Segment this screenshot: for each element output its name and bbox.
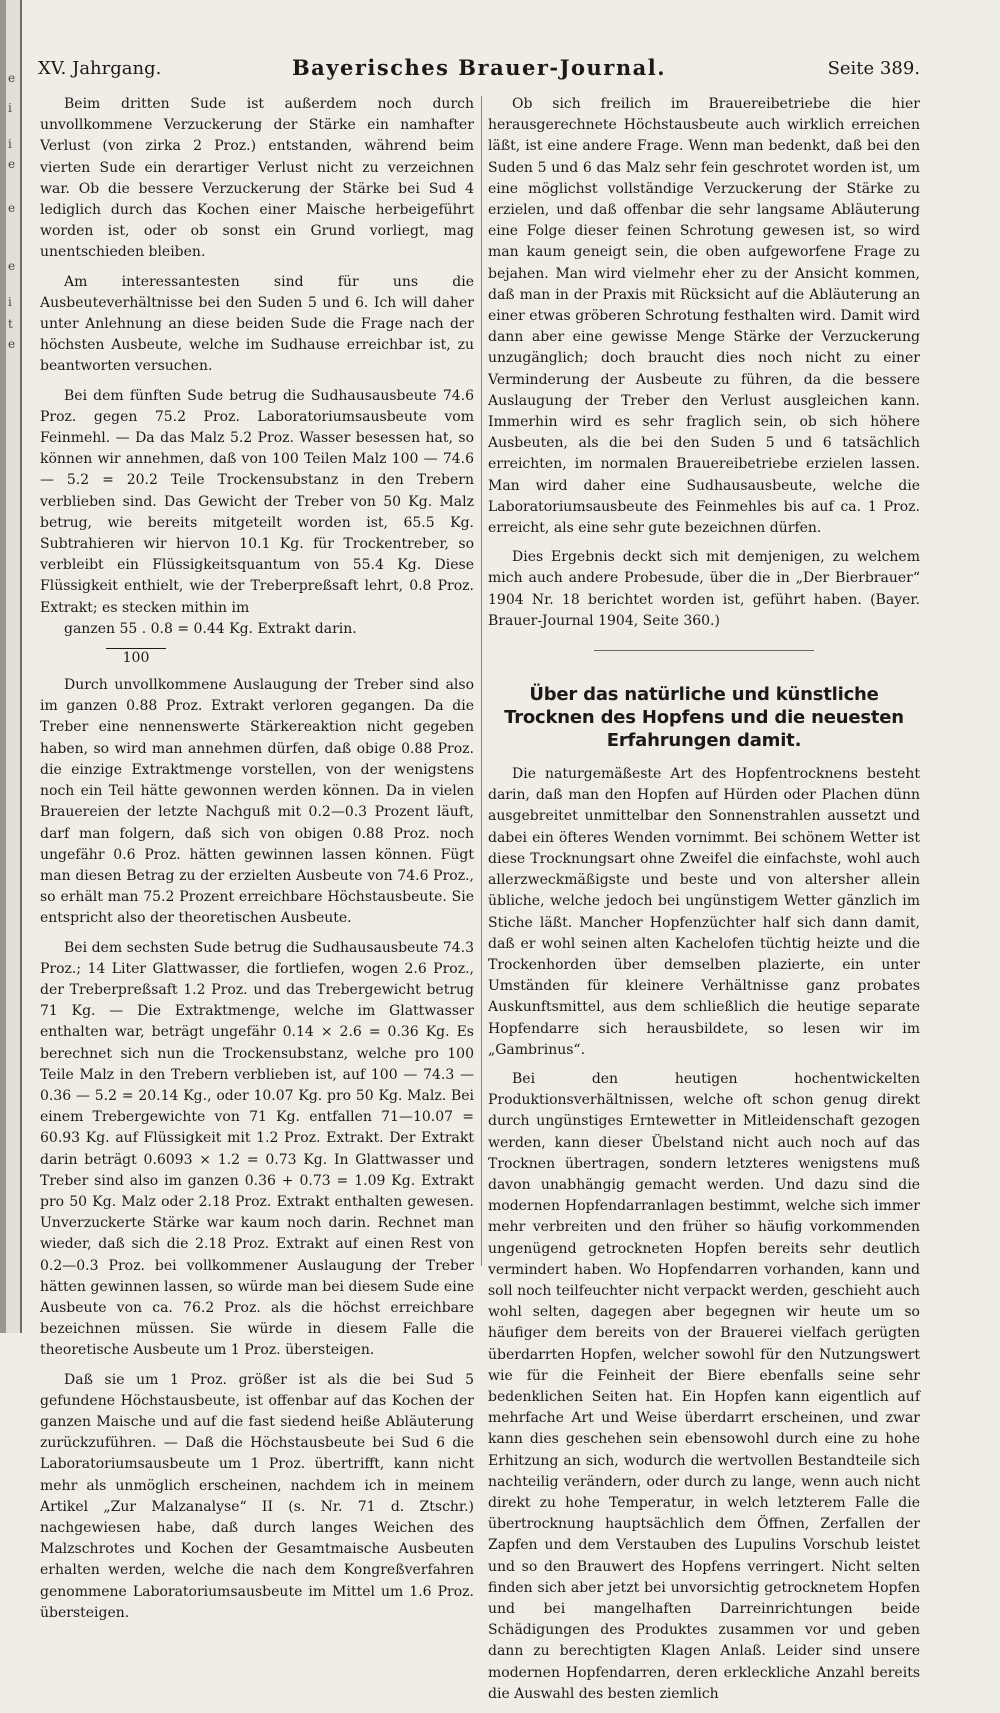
paragraph: Am interessantesten sind für uns die Ausbeuteverhältnisse bei den Suden 5 und 6. Ich will daher unter Anlehnung an diese beiden Sude die Frage nach der höchsten Ausbeute, welche im Sudhause erreichbar ist, zu beantworten versuchen. xyxy=(40,273,474,375)
previous-page-margin: e i i e e e i t e xyxy=(6,0,22,1333)
paragraph: Bei den heutigen hochentwickelten Produktionsverhältnissen, welche oft schon genug direkt durch ungünstiges Erntewetter in Mitleidenschaft gezogen werden, kann dieser Übelstand nicht auch noch auf das Trocknen übertragen, sondern letzteres wenigstens muß davon unabhängig gemacht werden. Und dazu sind die modernen Hopfendarranlagen bestimmt, welche sich immer mehr verbreiten und den früher so häufig vorkommenden ungenügend getrockneten Hopfen bereits sehr deutlich vermindert haben. Wo Hopfendarren vorhanden, kann und soll noch teilfeuchter nicht verpackt werden, geschieht auch wohl selten, dagegen aber begegnen wir heute um so häufiger dem bereits von der Brauerei vielfach gerügten überdarrten Hopfen, welcher sowohl für den Nutzungswert wie für die Feinheit der Biere ebenfalls seine sehr bedenklichen Seiten hat. Ein Hopfen kann eigentlich auf mehrfache Art und Weise überdarrt erscheinen, und zwar kann dies geschehen sein ebensowohl durch eine zu hohe Erhitzung an sich, wodurch die wertvollen Bestandteile sich nachteilig verändern, oder durch zu lange, wenn auch nicht direkt zu hohe Temperatur, in welch letzterem Falle die übertrocknung hauptsächlich dem Öffnen, Zerfallen der Zapfen und dem Verstauben des Lupulins Vorschub leistet und so den Brauwert des Hopfens verringert. Nicht selten finden sich aber jetzt bei unvorsichtig getrocknetem Hopfen und bei mangelhaften Darreinrichtungen beide Schädigungen des Produktes zusammen vor und geben dann zu berechtigten Klagen Anlaß. Leider sind unsere modernen Hopfendarren, deren erkleckliche Anzahl bereits die Auswahl des besten ziemlich xyxy=(488,1070,920,1702)
formula-denominator: 100 xyxy=(106,648,166,667)
paragraph: Bei dem fünften Sude betrug die Sudhausausbeute 74.6 Proz. gegen 75.2 Proz. Laboratoriumsausbeute vom Feinmehl. — Da das Malz 5.2 Proz. Wasser besessen hat, so können wir annehmen, daß von 100 Teilen Malz 100 — 74.6 — 5.2 = 20.2 Teile Trockensubstanz in den Trebern verblieben sind. Das Gewicht der Treber von 50 Kg. Malz betrug, wie bereits mitgeteilt worden ist, 65.5 Kg. Subtrahieren wir hiervon 10.1 Kg. für Trockentreber, so verbleibt ein Flüssigkeitsquantum von 55.4 Kg. Diese Flüssigkeit enthielt, wie der Treberpreßsaft lehrt, 0.8 Proz. Extrakt; es stecken mithin im xyxy=(40,387,474,616)
paragraph: Dies Ergebnis deckt sich mit demjenigen, zu welchem mich auch andere Probesude, über die in „Der Bierbrauer“ 1904 Nr. 18 berichtet worden ist, geführt haben. (Bayer. Brauer-Journal 1904, Seite 360.) xyxy=(488,549,920,629)
journal-title: Bayerisches Brauer-Journal. xyxy=(291,55,667,80)
paragraph: Ob sich freilich im Brauereibetriebe die hier herausgerechnete Höchstausbeute auch wirklich erreichen läßt, ist eine andere Frage. Wenn man bedenkt, daß bei den Suden 5 und 6 das Malz sehr fein geschrotet worden ist, um eine möglichst vollständige Verzuckerung der Stärke zu erzielen, und daß offenbar die sehr langsame Abläuterung eine Folge dieser feinen Schrotung gewesen ist, so wird man kaum geneigt sein, die oben aufgeworfene Frage zu bejahen. Man wird vielmehr eher zu der Ansicht kommen, daß man in der Praxis mit Rücksicht auf die Abläuterung an einer etwas gröberen Schrotung festhalten wird. Damit wird dann aber eine gewisse Menge Stärke der Verzuckerung unzugänglich; doch braucht dies noch nicht zu einer Verminderung der Ausbeute zu führen, da die bessere Auslaugung der Treber den Verlust ausgleichen kann. Immerhin wird es sehr fraglich sein, ob sich höhere Ausbeuten, als die bei den Suden 5 und 6 tatsächlich erreichten, im normalen Brauereibetriebe erzielen lassen. Man wird daher eine Sudhausausbeute, welche die Laboratoriumsausbeute des Feinmehles bis auf ca. 1 Proz. erreicht, als eine sehr gute bezeichnen dürfen. xyxy=(488,96,920,537)
paragraph: Beim dritten Sude ist außerdem noch durch unvollkommene Verzuckerung der Stärke ein namhafter Verlust (von zirka 2 Proz.) entstanden, während beim vierten Sude ein derartiger Verlust nicht zu verzeichnen war. Ob die bessere Verzuckerung der Stärke bei Sud 4 lediglich durch das Kochen einer Maische herbeigeführt worden ist, oder ob sonst ein Grund vorliegt, mag unentschieden bleiben. xyxy=(40,96,474,261)
page-number: Seite 389. xyxy=(827,58,920,79)
section-divider xyxy=(594,650,814,651)
volume-label: XV. Jahrgang. xyxy=(38,58,162,79)
column-divider xyxy=(481,96,482,1266)
formula-line: ganzen 55 . 0.8 = 0.44 Kg. Extrakt darin. xyxy=(64,620,357,637)
right-column xyxy=(488,94,920,1713)
page-header xyxy=(38,55,920,84)
paragraph: Daß sie um 1 Proz. größer ist als die bei Sud 5 gefundene Höchstausbeute, ist offenbar auf das Kochen der ganzen Maische und auf die fast siedend heiße Abläuterung zurückzuführen. — Daß die Höchstausbeute bei Sud 6 die Laboratoriumsausbeute um 1 Proz. übertrifft, kann nicht mehr als unmöglich erscheinen, nachdem ich in meinem Artikel „Zur Malzanalyse“ II (s. Nr. 71 d. Ztschr.) nachgewiesen habe, daß durch langes Weichen des Malzschrotes und Kochen der Gesamtmaische Ausbeuten erhalten werden, welche die nach dem Kongreßverfahren genommene Laboratoriumsausbeute im Mittel um 1.6 Proz. übersteigen. xyxy=(40,1371,474,1621)
paragraph: Bei dem sechsten Sude betrug die Sudhausausbeute 74.3 Proz.; 14 Liter Glattwasser, die fortliefen, wogen 2.6 Proz., der Treberpreßsaft 1.2 Proz. und das Trebergewicht betrug 71 Kg. — Die Extraktmenge, welche im Glattwasser enthalten war, beträgt ungefähr 0.14 × 2.6 = 0.36 Kg. Es berechnet sich nun die Trockensubstanz, welche pro 100 Teile Malz in den Trebern verblieben ist, auf 100 — 74.3 — 0.36 — 5.2 = 20.14 Kg., oder 10.07 Kg. pro 50 Kg. Malz. Bei einem Trebergewichte von 71 Kg. entfallen 71—10.07 = 60.93 Kg. auf Flüssigkeit mit 1.2 Proz. Extrakt. Der Extrakt darin beträgt 0.6093 × 1.2 = 0.73 Kg. In Glattwasser und Treber sind also im ganzen 0.36 + 0.73 = 1.09 Kg. Extrakt pro 50 Kg. Malz oder 2.18 Proz. Extrakt enthalten gewesen. Unverzuckerte Stärke war kaum noch darin. Rechnet man wieder, daß sich die 2.18 Proz. Extrakt auf einen Rest von 0.2—0.3 Proz. bei vollkommener Auslaugung der Treber hätten gewinnen lassen, so würde man bei diesem Sude eine Ausbeute von ca. 76.2 Proz. als die höchst erreichbare bezeichnen müssen. Sie würde in diesem Falle die theoretische Ausbeute um 1 Proz. übersteigen. xyxy=(40,939,474,1359)
left-column xyxy=(40,94,474,1632)
paragraph: Durch unvollkommene Auslaugung der Treber sind also im ganzen 0.88 Proz. Extrakt verloren gegangen. Da die Treber eine nennenswerte Stärkereaktion nicht gegeben haben, so wird man annehmen dürfen, daß obige 0.88 Proz. die einzige Extraktmenge vorstellen, von der wenigstens noch ein Teil hätte gewonnen werden können. Da in vielen Brauereien der letzte Nachguß mit 0.2—0.3 Prozent läuft, darf man folgern, daß sich von obigen 0.88 Proz. noch ungefähr 0.6 Proz. hätten gewinnen lassen können. Fügt man diesen Betrag zu der erzielten Ausbeute von 74.6 Proz., so erhält man 75.2 Prozent erreichbare Höchstausbeute. Sie entspricht also der theoretischen Ausbeute. xyxy=(40,677,474,927)
paragraph: Die naturgemäßeste Art des Hopfentrocknens besteht darin, daß man den Hopfen auf Hürden oder Plachen dünn ausgebreitet unmittelbar den Sonnenstrahlen aussetzt und dabei ein öfteres Wenden vornimmt. Bei schönem Wetter ist diese Trocknungsart ohne Zweifel die einfachste, wohl auch allerzweckmäßigste und beste und von altersher allein übliche, welche jedoch bei ungünstigem Wetter gänzlich im Stiche läßt. Mancher Hopfenzüchter half sich dann damit, daß er wohl seinen alten Kachelofen tüchtig heizte und die Trockenhorden über demselben plazierte, ein unter Umständen für kleinere Verhältnisse ganz probates Auskunftsmittel, aus dem schließlich die heutige separate Hopfendarre sich herausbildete, so lesen wir im „Gambrinus“. xyxy=(488,766,920,1058)
section-title: Über das natürliche und künstliche Trocknen des Hopfens und die neuesten Erfahrungen damit. xyxy=(504,684,904,752)
